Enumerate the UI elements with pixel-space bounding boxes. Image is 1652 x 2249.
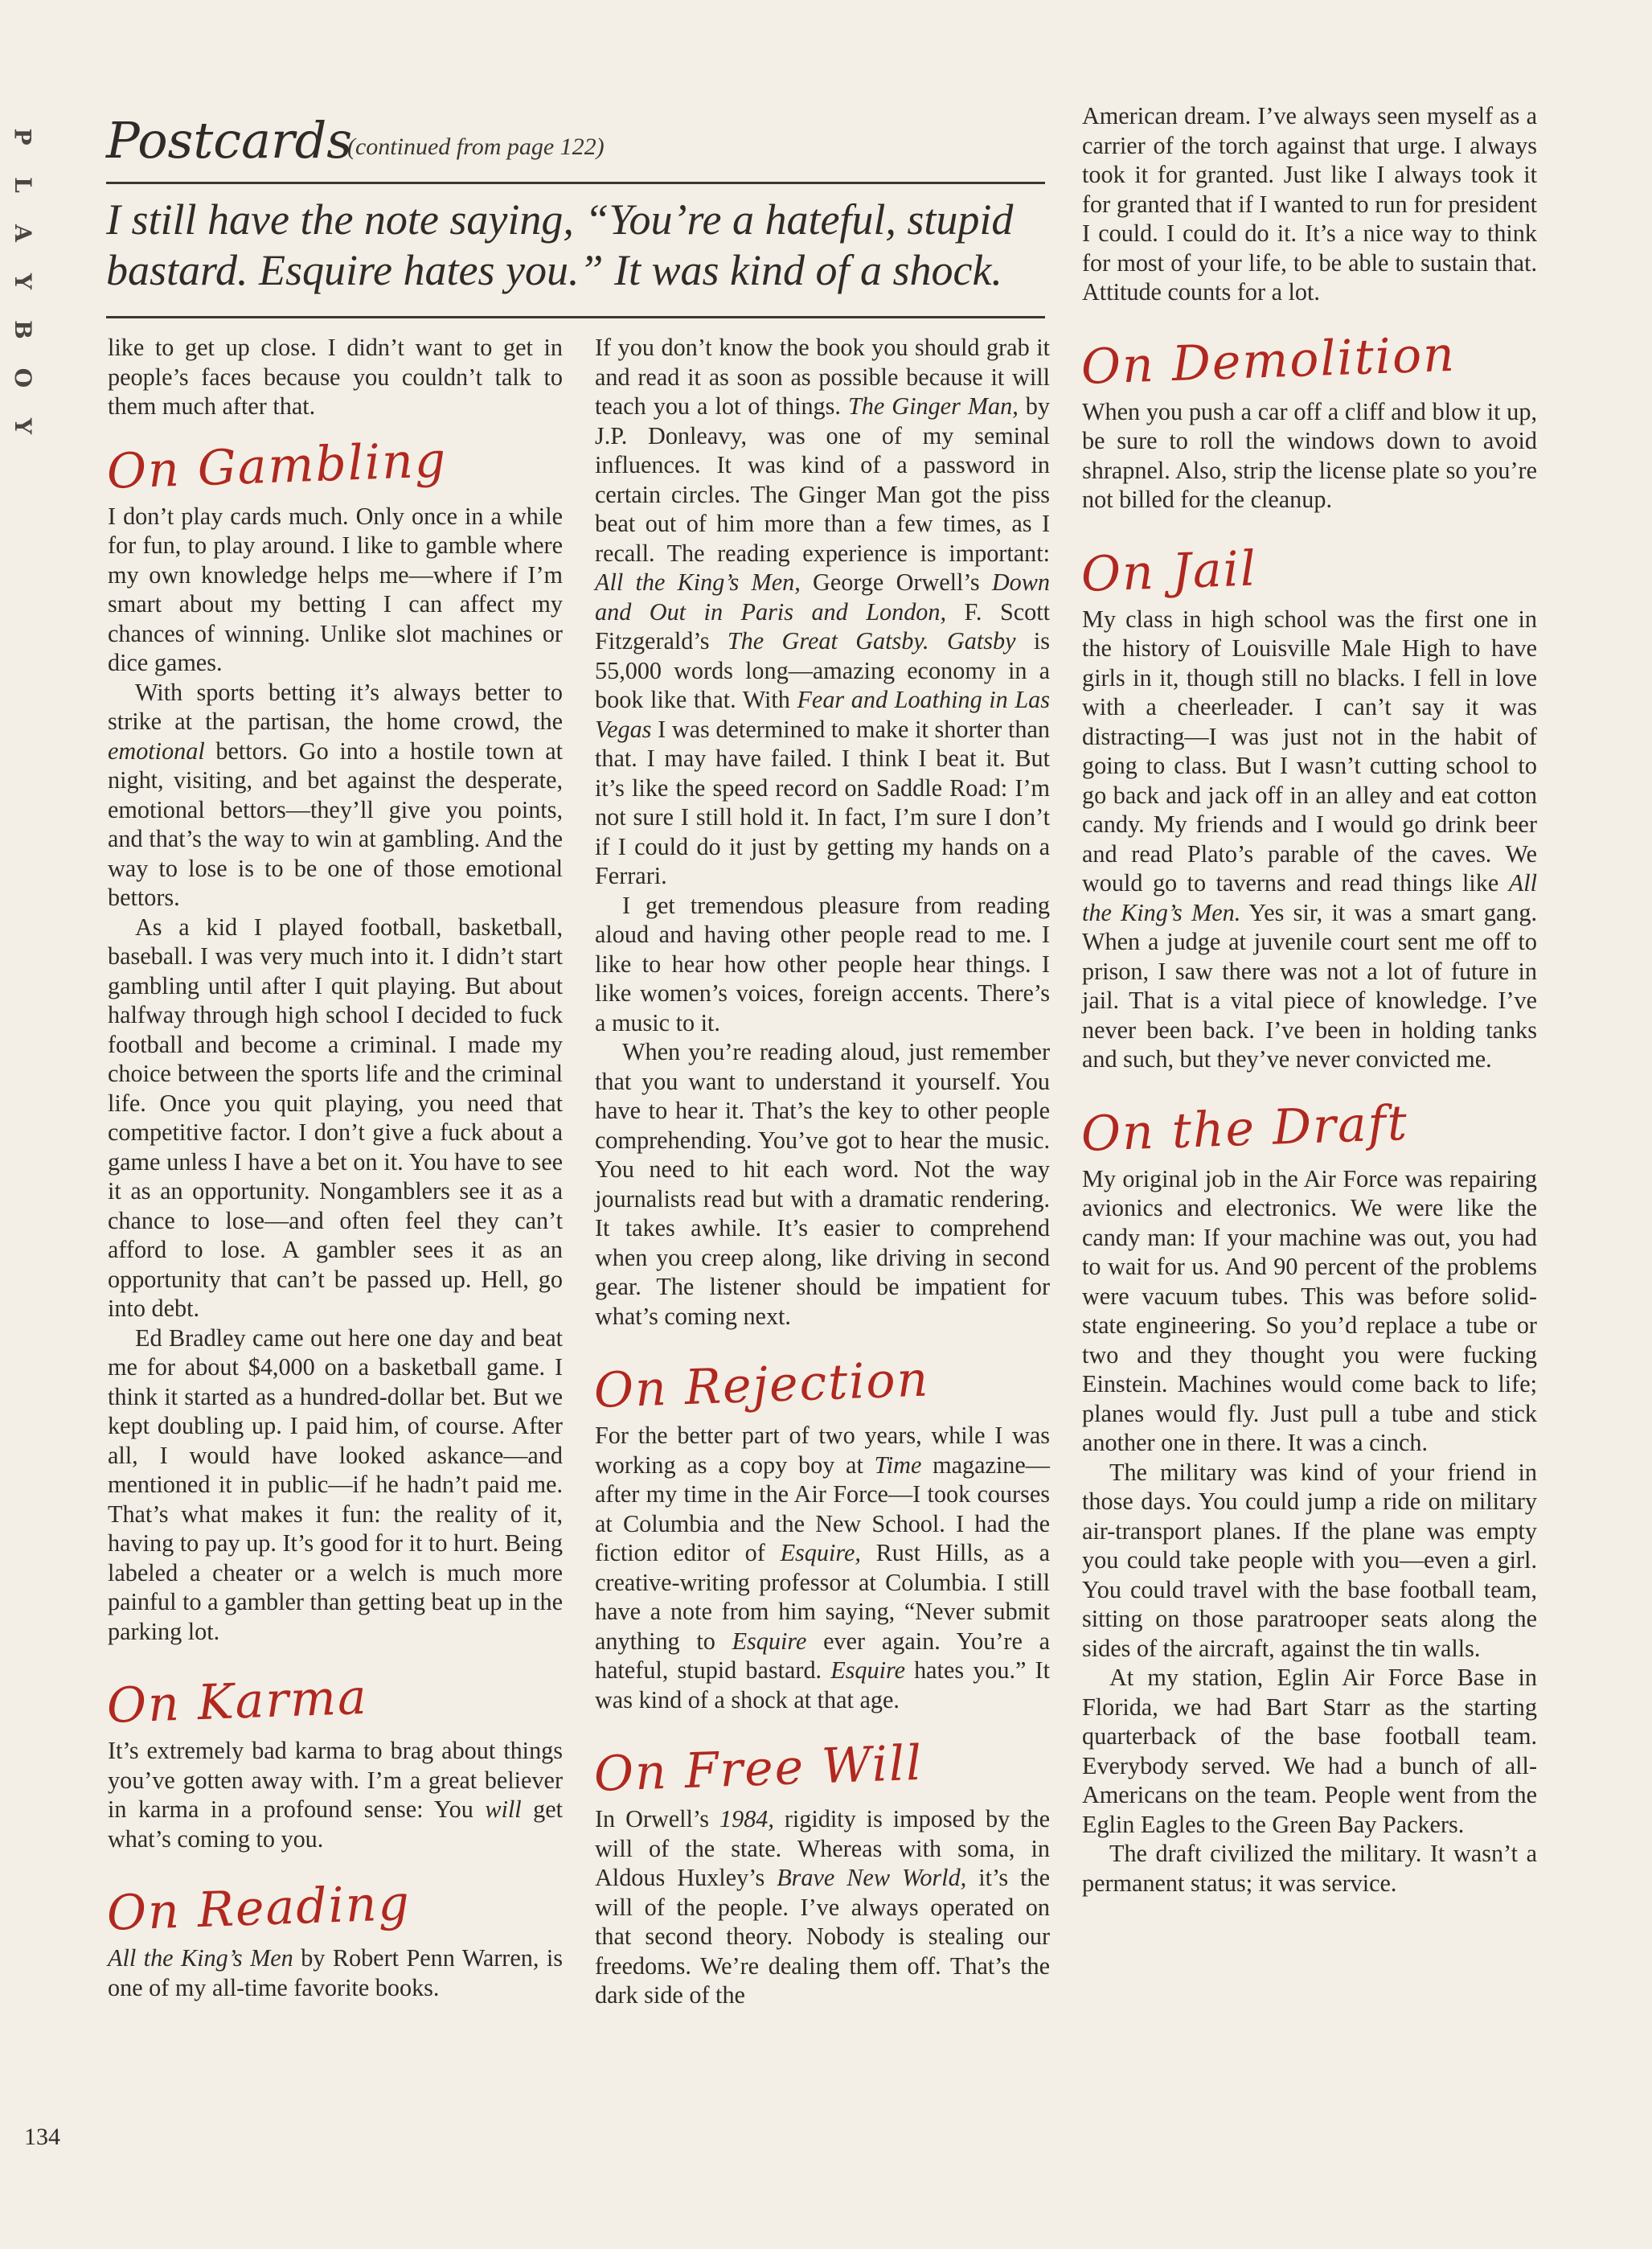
heading-on-rejection: On Rejection xyxy=(592,1351,931,1419)
header-rule-top xyxy=(106,182,1045,184)
heading-on-karma: On Karma xyxy=(105,1668,369,1734)
spine-letter: O xyxy=(9,367,36,388)
page-number: 134 xyxy=(24,2124,60,2150)
paragraph: When you’re reading aloud, just remember that you want to understand it yourself. You have to hear it. That’s the key to other people comprehending. You’ve got to hear the music. You need to hit each word. Not the way journalists read but with a dramatic rendering. It takes awhile. It’s easier to comprehend when you creep along, like driving in second gear. The listener should be impatient for what’s coming next. xyxy=(595,1038,1050,1330)
column-3 xyxy=(1082,101,1537,1898)
paragraph: If you don’t know the book you should grab it and read it as soon as possible because it will teach you a lot of things. The Ginger Man, by J.P. Donleavy, was one of my seminal influences. It was kind of a password in certain circles. The Ginger Man got the piss beat out of him more than a few times, as I recall. The reading experience is important: All the King’s Men, George Orwell’s Down and Out in Paris and London, F. Scott Fitzgerald’s The Great Gatsby. Gatsby is 55,000 words long—amazing economy in a book like that. With Fear and Loathing in Las Vegas I was determined to make it shorter than that. I may have failed. I think I beat it. But it’s like the speed record on Saddle Road: I’m not sure I still hold it. In fact, I’m sure I don’t if I could do it just by getting my hands on a Ferrari. xyxy=(595,334,1051,889)
heading-on-free-will: On Free Will xyxy=(592,1734,924,1803)
paragraph: With sports betting it’s always better to strike at the partisan, the home crowd, the emotional bettors. Go into a hostile town at night, visiting, and bet against the desperate, emotional bettors—they’ll give you points, and that’s the way to win at gambling. And the way to lose is to be one of those emotional bettors. xyxy=(108,678,563,911)
spine-letter: Y xyxy=(10,418,36,434)
paragraph: like to get up close. I didn’t want to get in people’s faces because you couldn’t talk to them much after that. xyxy=(108,334,563,420)
paragraph: I don’t play cards much. Only once in a while for fun, to play around. I like to gamble where my own knowledge helps me—where if I’m smart about my betting I can affect my chances of winning. Unlike slot machines or dice games. xyxy=(108,502,563,676)
paragraph: The military was kind of your friend in those days. You could jump a ride on military air-transport planes. If the plane was empty you could take people with you—even a girl. You could travel with the base football team, sitting on those paratrooper seats along the sides of the aircraft, against the tin walls. xyxy=(1082,1458,1537,1662)
heading-on-demolition: On Demolition xyxy=(1080,326,1457,396)
heading-on-reading: On Reading xyxy=(105,1874,412,1942)
continued-note: (continued from page 122) xyxy=(347,133,605,160)
paragraph: Ed Bradley came out here one day and beat me for about $4,000 on a basketball game. I think it started as a hundred-dollar bet. But we kept doubling up. I paid him, of course. After all, I would have looked askance—and mentioned it in public—if he hadn’t paid me. That’s what makes it fun: the reality of it, having to pay up. It’s good for it to hurt. Being labeled a cheater or a welch is much more painful to a gambler than getting beat up in the parking lot. xyxy=(108,1324,563,1645)
spine-letter: P xyxy=(10,128,36,146)
paragraph: All the King’s Men by Robert Penn Warren, is one of my all-time favorite books. xyxy=(108,1944,563,2001)
heading-on-gambling: On Gambling xyxy=(105,431,449,500)
column-2 xyxy=(592,333,1051,2010)
heading-on-the-draft: On the Draft xyxy=(1080,1094,1410,1163)
section-label: Postcards xyxy=(106,111,353,170)
paragraph: When you push a car off a cliff and blow it up, be sure to roll the windows down to avoid shrapnel. Also, strip the license plate so you’re not billed for the cleanup. xyxy=(1082,397,1537,513)
paragraph: For the better part of two years, while I was working as a copy boy at Time magazine—after my time in the Air Force—I took courses at Columbia and the New School. I had the fiction editor of Esquire, Rust Hills, as a creative-writing professor at Columbia. I still have a note from him saying, “Never submit anything to Esquire ever again. You’re a hateful, stupid bastard. Esquire hates you.” It was kind of a shock at that age. xyxy=(595,1422,1050,1713)
paragraph: At my station, Eglin Air Force Base in Florida, we had Bart Starr as the starting quarterback of the base football team. Everybody served. We had a bunch of all-Americans on the team. People went from the Eglin Eagles to the Green Bay Packers. xyxy=(1082,1664,1537,1838)
column-1 xyxy=(105,333,563,2002)
paragraph: As a kid I played football, basketball, baseball. I was very much into it. I didn’t start gambling until after I quit playing. But about halfway through high school I decided to fuck football and become a criminal. I made my choice between the sports life and the criminal life. Once you quit playing, you need that competitive factor. I don’t give a fuck about a game unless I have a bet on it. You have to see it as an opportunity. Nongamblers see it as a chance to lose—and often feel they can’t afford to lose. A gambler sees it as an opportunity that can’t be passed up. Hell, go into debt. xyxy=(108,913,563,1322)
spine-letter: B xyxy=(9,320,36,339)
header-rule-bottom xyxy=(106,316,1045,318)
spine-letter: A xyxy=(9,224,36,242)
heading-on-jail: On Jail xyxy=(1080,540,1259,603)
paragraph: My original job in the Air Force was repairing avionics and electronics. We were like the candy man: If your machine was out, you had to wait for us. And 90 percent of the problems were vacuum tubes. This was before solid-state engineering. So you’d replace a tube or two and they thought you were fucking Einstein. Machines would come back to life; planes would fly. Just pull a tube and stick another one in there. It was a cinch. xyxy=(1082,1164,1537,1456)
paragraph: In Orwell’s 1984, rigidity is imposed by the will of the state. Whereas with soma, in Aldous Huxley’s Brave New World, it’s the will of the people. I’ve always operated on that second theory. Nobody is stealing our freedoms. We’re dealing them off. That’s the dark side of the xyxy=(595,1805,1051,2009)
paragraph: The draft civilized the military. It wasn’t a permanent status; it was service. xyxy=(1082,1840,1537,1897)
spine-letter: L xyxy=(10,177,36,193)
spine-letter: Y xyxy=(10,273,36,289)
magazine-spine-label xyxy=(6,113,39,450)
paragraph: My class in high school was the first one in the history of Louisville Male High to have girls in it, though still no blacks. I fell in love with a cheerleader. I can’t say it was distracting—I was just not in the habit of going to class. But I wasn’t cutting school to go back and jack off in an alley and eat cotton candy. My friends and I would go drink beer and read Plato’s parable of the caves. We would go to taverns and read things like All the King’s Men. Yes sir, it was a smart gang. When a judge at juvenile court sent me off to prison, I saw there was not a lot of future in jail. That is a vital piece of knowledge. I’ve never been back. I’ve been in holding tanks and such, but they’ve never convicted me. xyxy=(1082,605,1538,1073)
paragraph: I get tremendous pleasure from reading aloud and having other people read to me. I like to hear how other people hear things. I like women’s voices, foreign accents. There’s a music to it. xyxy=(595,891,1050,1036)
pull-quote: I still have the note saying, “You’re a hateful, stupid bastard. Esquire hates you.” It was kind of a shock. xyxy=(106,195,1014,294)
paragraph: It’s extremely bad karma to brag about things you’ve gotten away with. I’m a great believer in karma in a profound sense: You will get what’s coming to you. xyxy=(108,1737,563,1853)
paragraph: American dream. I’ve always seen myself as a carrier of the torch against that urge. I always took it for granted. Just like I always took it for granted that if I wanted to run for president I could. I could do it. It’s a nice way to think for most of your life, to be able to sustain that. Attitude counts for a lot. xyxy=(1082,102,1537,306)
